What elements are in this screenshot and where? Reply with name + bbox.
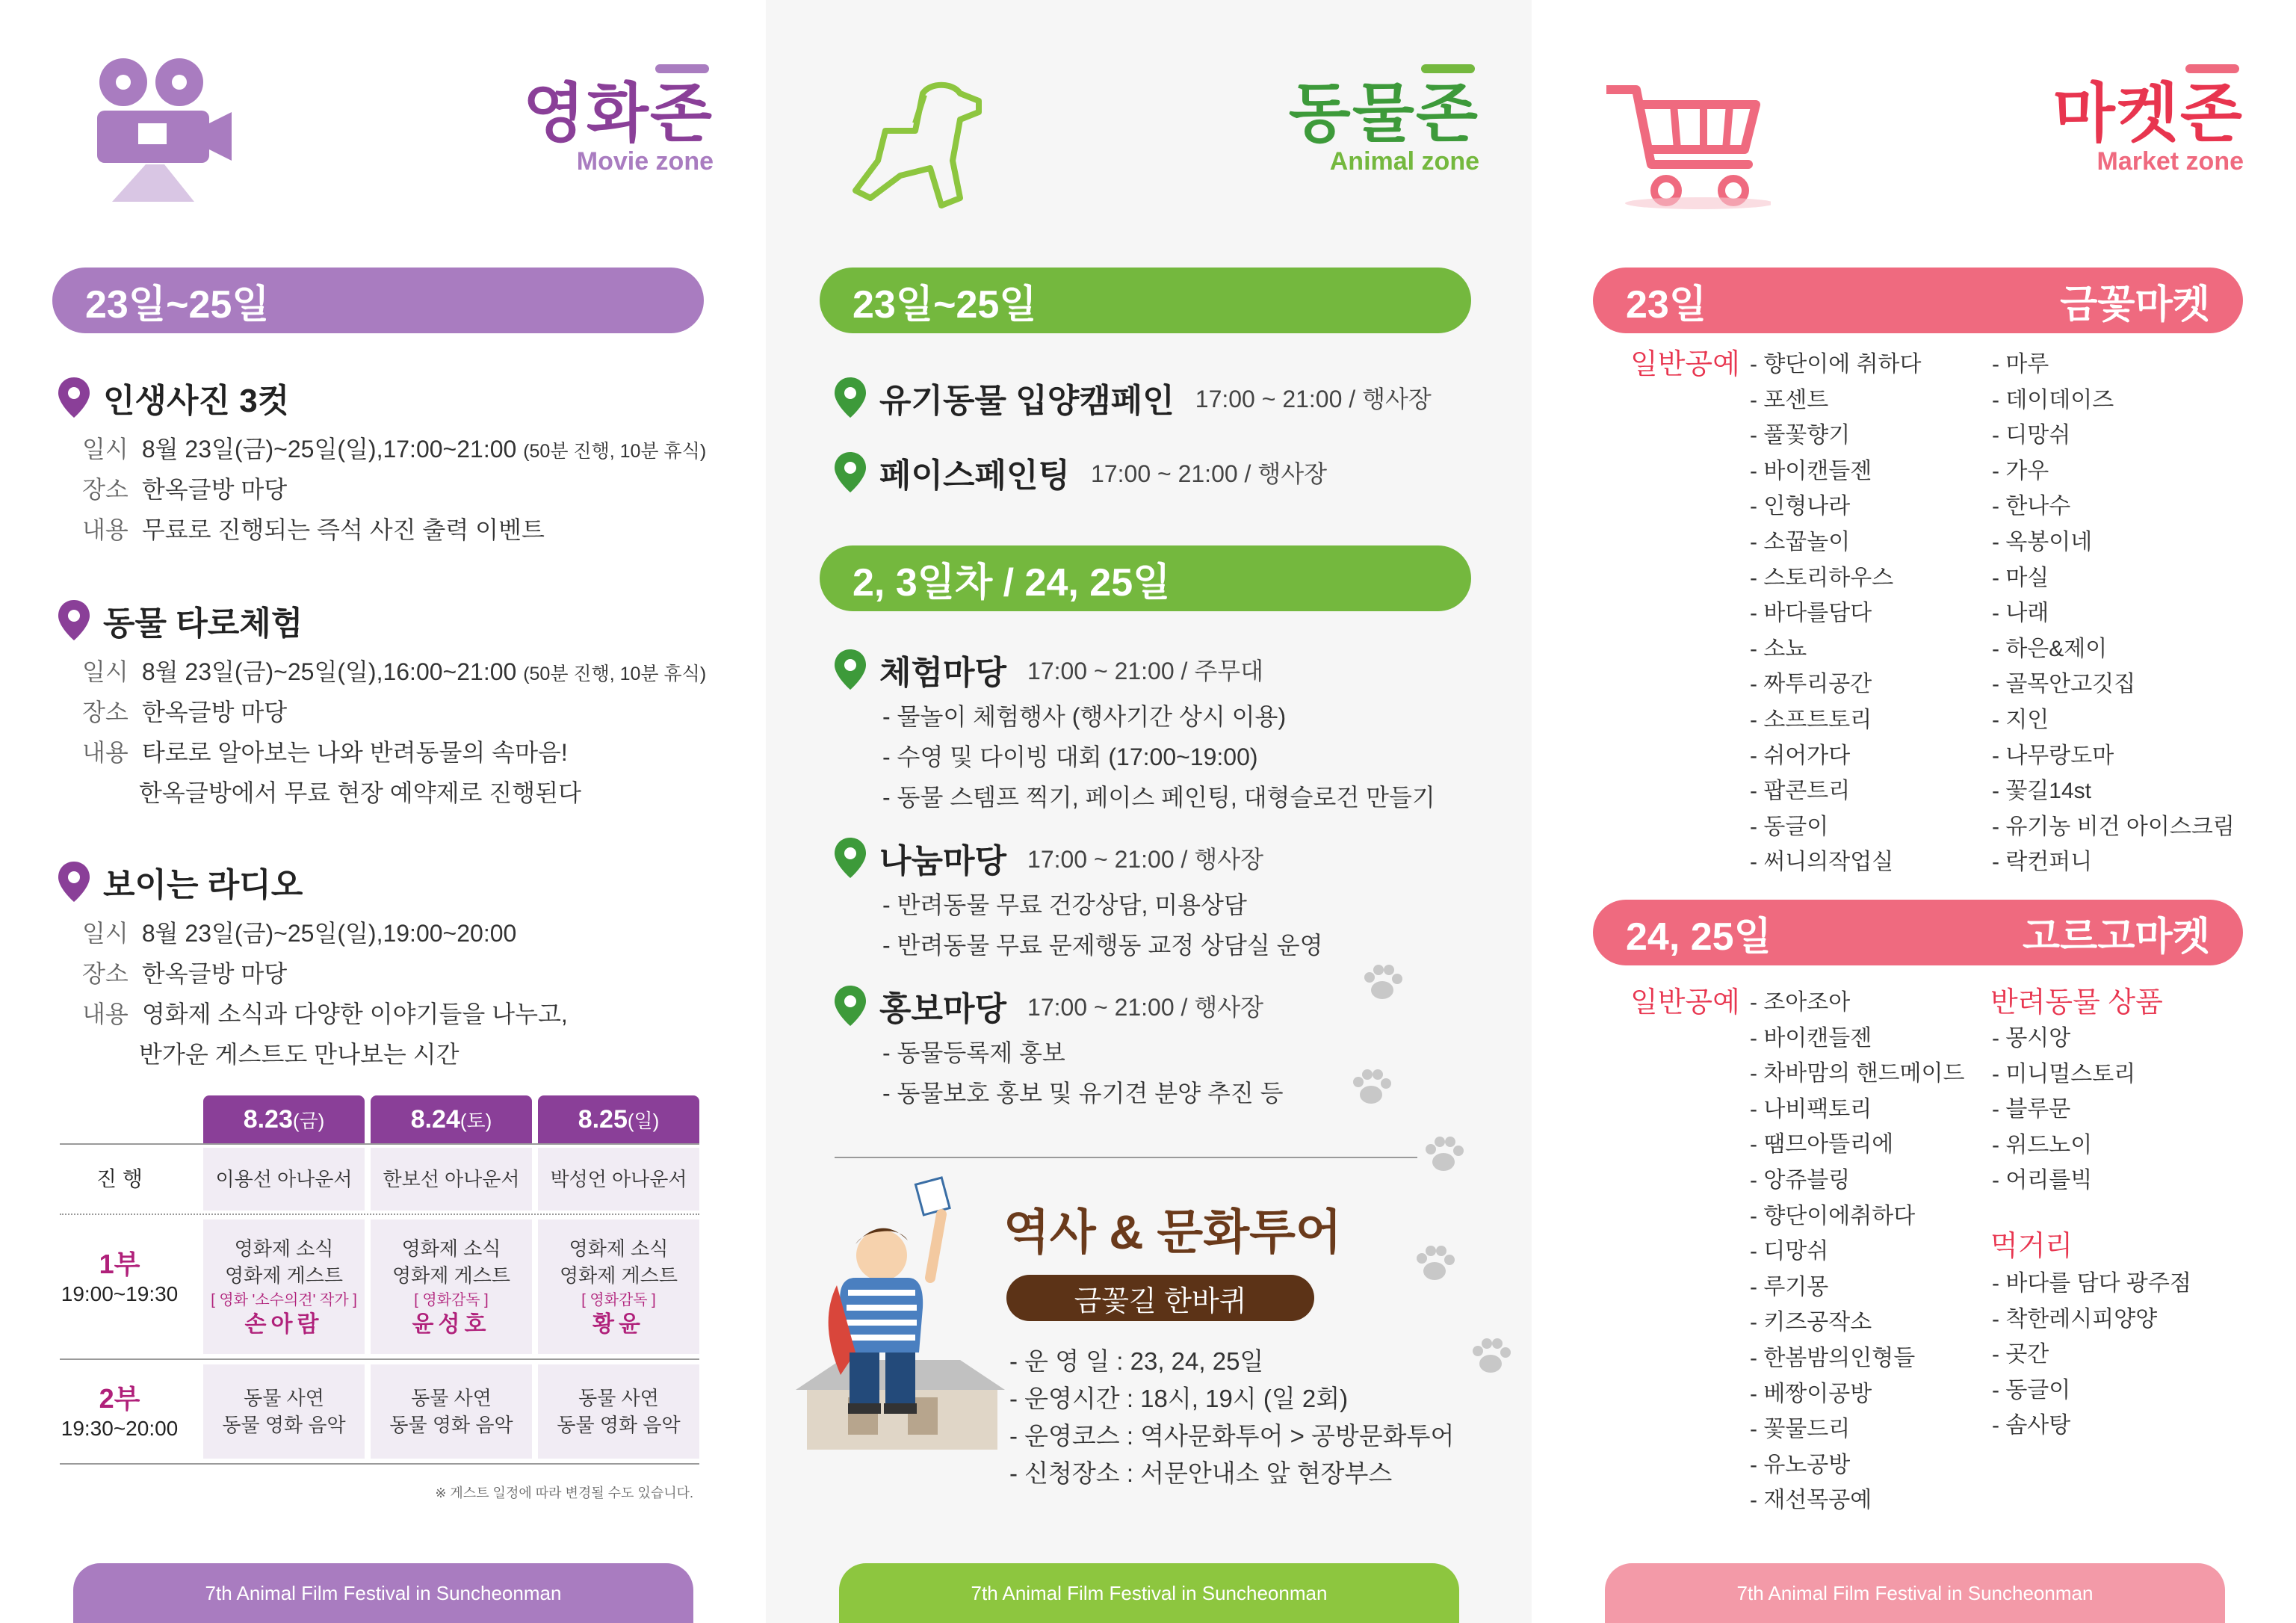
event-line: 한옥글방에서 무료 현장 예약제로 진행된다 (139, 779, 581, 806)
vendor-item: - 지인 (1992, 708, 2049, 732)
schedule-cell: 영화제 소식 영화제 게스트 [ 영화감독 ] 윤성호 (371, 1219, 532, 1354)
event-title (835, 646, 1263, 693)
movie-zone-panel (0, 0, 766, 1623)
event-title (835, 982, 1263, 1030)
vendor-item: - 앙쥬블링 (1750, 1168, 1851, 1193)
vendor-item: - 나비팩토리 (1750, 1096, 1872, 1122)
vendor-item: - 루기몽 (1750, 1274, 1829, 1299)
event-detail: - 수영 및 다이빙 대회 (17:00~19:00) (882, 744, 1258, 770)
tour-detail: - 신청장소 : 서문안내소 앞 현장부스 (1009, 1459, 1393, 1487)
event-time: 17:00 ~ 21:00 / 행사장 (1027, 994, 1264, 1021)
vendor-item: - 가우 (1992, 458, 2049, 483)
market-name: 금꽃마켓 (2060, 282, 2210, 327)
vendor-item: - 하은&제이 (1992, 636, 2108, 661)
movie-zone-heading (400, 64, 714, 176)
vendor-item: - 착한레시피양양 (1992, 1306, 2158, 1332)
event-time: 17:00 ~ 21:00 / 행사장 (1091, 460, 1328, 487)
zone-title: 동물존 (1288, 78, 1479, 149)
event-detail: - 반려동물 무료 건강상담, 미용상담 (882, 891, 1247, 918)
schedule-cell: 동물 사연 동물 영화 음악 (371, 1364, 532, 1459)
event-title (835, 374, 1432, 421)
date-pill (1593, 900, 2243, 965)
paw-print-icon (1417, 1128, 1470, 1181)
event-line: 장소 한옥글방 마당 (82, 960, 288, 987)
zone-subtitle: Movie zone (576, 147, 714, 176)
location-pin-icon (835, 452, 866, 492)
vendor-item: - 어리를빅 (1992, 1168, 2093, 1193)
date-pill (52, 268, 704, 333)
schedule-cell: 동물 사연 동물 영화 음악 (538, 1364, 699, 1459)
host-cell: 한보선 아나운서 (371, 1148, 532, 1211)
schedule-cell: 동물 사연 동물 영화 음악 (203, 1364, 365, 1459)
event-line: 내용 영화제 소식과 다양한 이야기들을 나누고, (82, 1001, 568, 1027)
tour-detail: - 운 영 일 : 23, 24, 25일 (1009, 1347, 1264, 1375)
divider (835, 1157, 1417, 1158)
market-zone-heading (1930, 64, 2244, 176)
divider (60, 1463, 699, 1465)
event-line: 내용 타로로 알아보는 나와 반려동물의 속마음! (82, 739, 568, 766)
event-line: 반가운 게스트도 만나보는 시간 (139, 1041, 459, 1068)
market-name: 고르고마켓 (2022, 915, 2210, 959)
zone-subtitle: Market zone (2097, 147, 2244, 176)
vendor-item: - 나무랑도마 (1992, 743, 2114, 768)
location-pin-icon (58, 377, 90, 418)
event-name: 페이스페인팅 (879, 457, 1071, 494)
vendor-item: - 바다를 담다 광주점 (1992, 1271, 2191, 1296)
date-pill-text: 23일~25일 (85, 282, 270, 327)
zone-bar (1421, 64, 1475, 73)
vendor-item: - 솜사탕 (1992, 1413, 2071, 1438)
market-category: 일반공예 (1630, 987, 1740, 1018)
event-detail: - 동물 스템프 찍기, 페이스 페인팅, 대형슬로건 만들기 (882, 784, 1435, 811)
market-category: 먹거리 (1990, 1231, 2073, 1262)
location-pin-icon (835, 377, 866, 418)
vendor-item: - 위드노이 (1992, 1132, 2093, 1157)
vendor-item: - 유기농 비건 아이스크림 (1992, 814, 2235, 839)
date-pill-text: 23일 (1626, 282, 1707, 327)
footer-bar: 7th Animal Film Festival in Suncheonman (1605, 1563, 2225, 1623)
schedule-day-header: 8.25 (일) (538, 1095, 699, 1143)
tour-detail: - 운영코스 : 역사문화투어 > 공방문화투어 (1009, 1422, 1455, 1450)
event-detail: - 물놀이 체험행사 (행사기간 상시 이용) (882, 703, 1287, 730)
schedule-cell: 영화제 소식 영화제 게스트 [ 영화 '소수의견' 작가 ] 손아람 (203, 1219, 365, 1354)
vendor-item: - 한봄밤의인형들 (1750, 1346, 1916, 1370)
vendor-item: - 팝콘트리 (1750, 779, 1851, 804)
schedule-cell: 영화제 소식 영화제 게스트 [ 영화감독 ] 황윤 (538, 1219, 699, 1354)
part-label: 1부 19:00~19:30 (61, 1249, 179, 1305)
event-name: 인생사진 3컷 (103, 383, 290, 419)
vendor-item: - 풀꽃향기 (1750, 423, 1851, 448)
event-time: 17:00 ~ 21:00 / 주무대 (1027, 658, 1264, 684)
vendor-item: - 써니의작업실 (1750, 850, 1894, 875)
vendor-item: - 키즈공작소 (1750, 1310, 1872, 1335)
host-cell: 이용선 아나운서 (203, 1148, 365, 1211)
tour-pill: 금꽃길 한바퀴 (1006, 1275, 1314, 1321)
vendor-item: - 조아조아 (1750, 990, 1851, 1015)
event-name: 체험마당 (879, 655, 1007, 691)
event-title (835, 834, 1263, 882)
location-pin-icon (58, 862, 90, 902)
vendor-item: - 나래 (1992, 601, 2049, 626)
event-title (58, 596, 303, 644)
event-line: 일시 8월 23일(금)~25일(일),16:00~21:00 (50분 진행, 10분 휴식) (82, 658, 707, 685)
vendor-item: - 마실 (1992, 565, 2049, 590)
vendor-item: - 블루문 (1992, 1097, 2071, 1122)
vendor-item: - 한나수 (1992, 494, 2071, 519)
event-line: 내용 무료로 진행되는 즉석 사진 출력 이벤트 (82, 516, 545, 543)
vendor-item: - 재선목공예 (1750, 1488, 1872, 1513)
vendor-item: - 소프트토리 (1750, 708, 1872, 732)
vendor-item: - 미니멀스토리 (1992, 1061, 2136, 1086)
event-line: 일시 8월 23일(금)~25일(일),17:00~21:00 (50분 진행, 10분 휴식) (82, 436, 707, 463)
date-pill (820, 545, 1471, 611)
movie-camera-icon (82, 52, 232, 202)
vendor-item: - 곳간 (1992, 1342, 2049, 1367)
event-title (58, 858, 303, 906)
footer-bar: 7th Animal Film Festival in Suncheonman (73, 1563, 693, 1623)
vendor-item: - 동글이 (1750, 814, 1829, 839)
vendor-item: - 바다를담다 (1750, 601, 1872, 626)
schedule-day-header: 8.23 (금) (203, 1095, 365, 1143)
schedule-note: ※ 게스트 일정에 따라 변경될 수도 있습니다. (435, 1486, 693, 1500)
vendor-item: - 소뇨 (1750, 636, 1807, 661)
footer-bar: 7th Animal Film Festival in Suncheonman (839, 1563, 1459, 1623)
market-category: 일반공예 (1630, 349, 1740, 380)
host-label: 진 행 (96, 1167, 143, 1190)
part-label: 2부 19:30~20:00 (61, 1383, 179, 1440)
event-detail: - 반려동물 무료 문제행동 교정 상담실 운영 (882, 932, 1323, 959)
event-time: 17:00 ~ 21:00 / 행사장 (1195, 386, 1432, 412)
vendor-item: - 포센트 (1750, 387, 1829, 412)
location-pin-icon (835, 649, 866, 690)
vendor-item: - 차바맘의 핸드메이드 (1750, 1061, 1965, 1086)
vendor-item: - 바이캔들젠 (1750, 458, 1872, 483)
tour-detail: - 운영시간 : 18시, 19시 (일 2회) (1009, 1385, 1349, 1412)
vendor-item: - 유노공방 (1750, 1452, 1851, 1477)
event-line: 일시 8월 23일(금)~25일(일),19:00~20:00 (82, 920, 517, 947)
event-detail: - 동물등록제 홍보 (882, 1039, 1065, 1066)
zone-title: 영화존 (522, 78, 714, 149)
vendor-item: - 바이캔들젠 (1750, 1025, 1872, 1051)
vendor-item: - 옥봉이네 (1992, 530, 2093, 554)
event-line: 장소 한옥글방 마당 (82, 476, 288, 503)
zone-subtitle: Animal zone (1329, 147, 1479, 176)
zone-title: 마켓존 (2052, 78, 2244, 149)
host-cell: 박성언 아나운서 (538, 1148, 699, 1211)
event-line: 장소 한옥글방 마당 (82, 699, 288, 726)
vendor-item: - 향단이에취하다 (1750, 1203, 1916, 1228)
event-title (58, 374, 289, 421)
zone-bar (2185, 64, 2239, 73)
vendor-item: - 꽃길14st (1992, 779, 2091, 804)
event-name: 홍보마당 (879, 991, 1007, 1027)
animal-zone-panel (766, 0, 1532, 1623)
paw-print-icon (1408, 1237, 1461, 1290)
event-detail: - 동물보호 홍보 및 유기견 분양 추진 등 (882, 1080, 1284, 1107)
vendor-item: - 데이데이즈 (1992, 387, 2114, 412)
paw-print-icon (1345, 1061, 1397, 1113)
tour-guide-illustration (796, 1166, 1012, 1457)
vendor-item: - 디망쉬 (1992, 423, 2071, 448)
event-time: 17:00 ~ 21:00 / 행사장 (1027, 846, 1264, 873)
event-name: 나눔마당 (879, 843, 1007, 879)
divider (60, 1358, 699, 1360)
vendor-item: - 꽃물드리 (1750, 1417, 1851, 1442)
vendor-item: - 인형나라 (1750, 494, 1851, 519)
vendor-item: - 마루 (1992, 352, 2049, 377)
event-name: 유기동물 입양캠페인 (879, 383, 1175, 419)
vendor-item: - 디망쉬 (1750, 1239, 1829, 1264)
event-name: 보이는 라디오 (103, 867, 303, 903)
shopping-cart-icon (1606, 82, 1771, 209)
vendor-item: - 몽시앙 (1992, 1026, 2071, 1051)
market-zone-panel (1532, 0, 2296, 1623)
vendor-item: - 땜므아뜰리에 (1750, 1132, 1894, 1157)
paw-print-icon (1464, 1330, 1517, 1382)
vendor-item: - 향단이에 취하다 (1750, 352, 1922, 377)
zone-bar (655, 64, 709, 73)
event-name: 동물 타로체험 (103, 605, 303, 642)
animal-zone-heading (1166, 64, 1479, 176)
location-pin-icon (58, 600, 90, 640)
location-pin-icon (835, 986, 866, 1026)
date-pill-text: 2, 3일차 / 24, 25일 (853, 560, 1171, 605)
schedule-day-header: 8.24 (토) (371, 1095, 532, 1143)
vendor-item: - 락컨퍼니 (1992, 850, 2093, 875)
vendor-item: - 베짱이공방 (1750, 1381, 1872, 1406)
event-title (835, 448, 1327, 496)
date-pill (820, 268, 1471, 333)
divider (60, 1143, 699, 1145)
vendor-item: - 동글이 (1992, 1377, 2071, 1403)
vendor-item: - 소꿉놀이 (1750, 530, 1851, 554)
market-category: 반려동물 상품 (1990, 987, 2163, 1018)
date-pill-text: 23일~25일 (853, 282, 1037, 327)
paw-print-icon (1356, 956, 1408, 1009)
vendor-item: - 골목안고깃집 (1992, 672, 2136, 697)
date-pill (1593, 268, 2243, 333)
tour-title: 역사 & 문화투어 (1003, 1205, 1342, 1259)
vendor-item: - 스토리하우스 (1750, 565, 1894, 590)
date-pill-text: 24, 25일 (1626, 915, 1771, 959)
dog-icon (841, 71, 990, 220)
vendor-item: - 쉬어가다 (1750, 743, 1851, 768)
divider (60, 1214, 699, 1215)
vendor-item: - 짜투리공간 (1750, 672, 1872, 697)
location-pin-icon (835, 838, 866, 878)
